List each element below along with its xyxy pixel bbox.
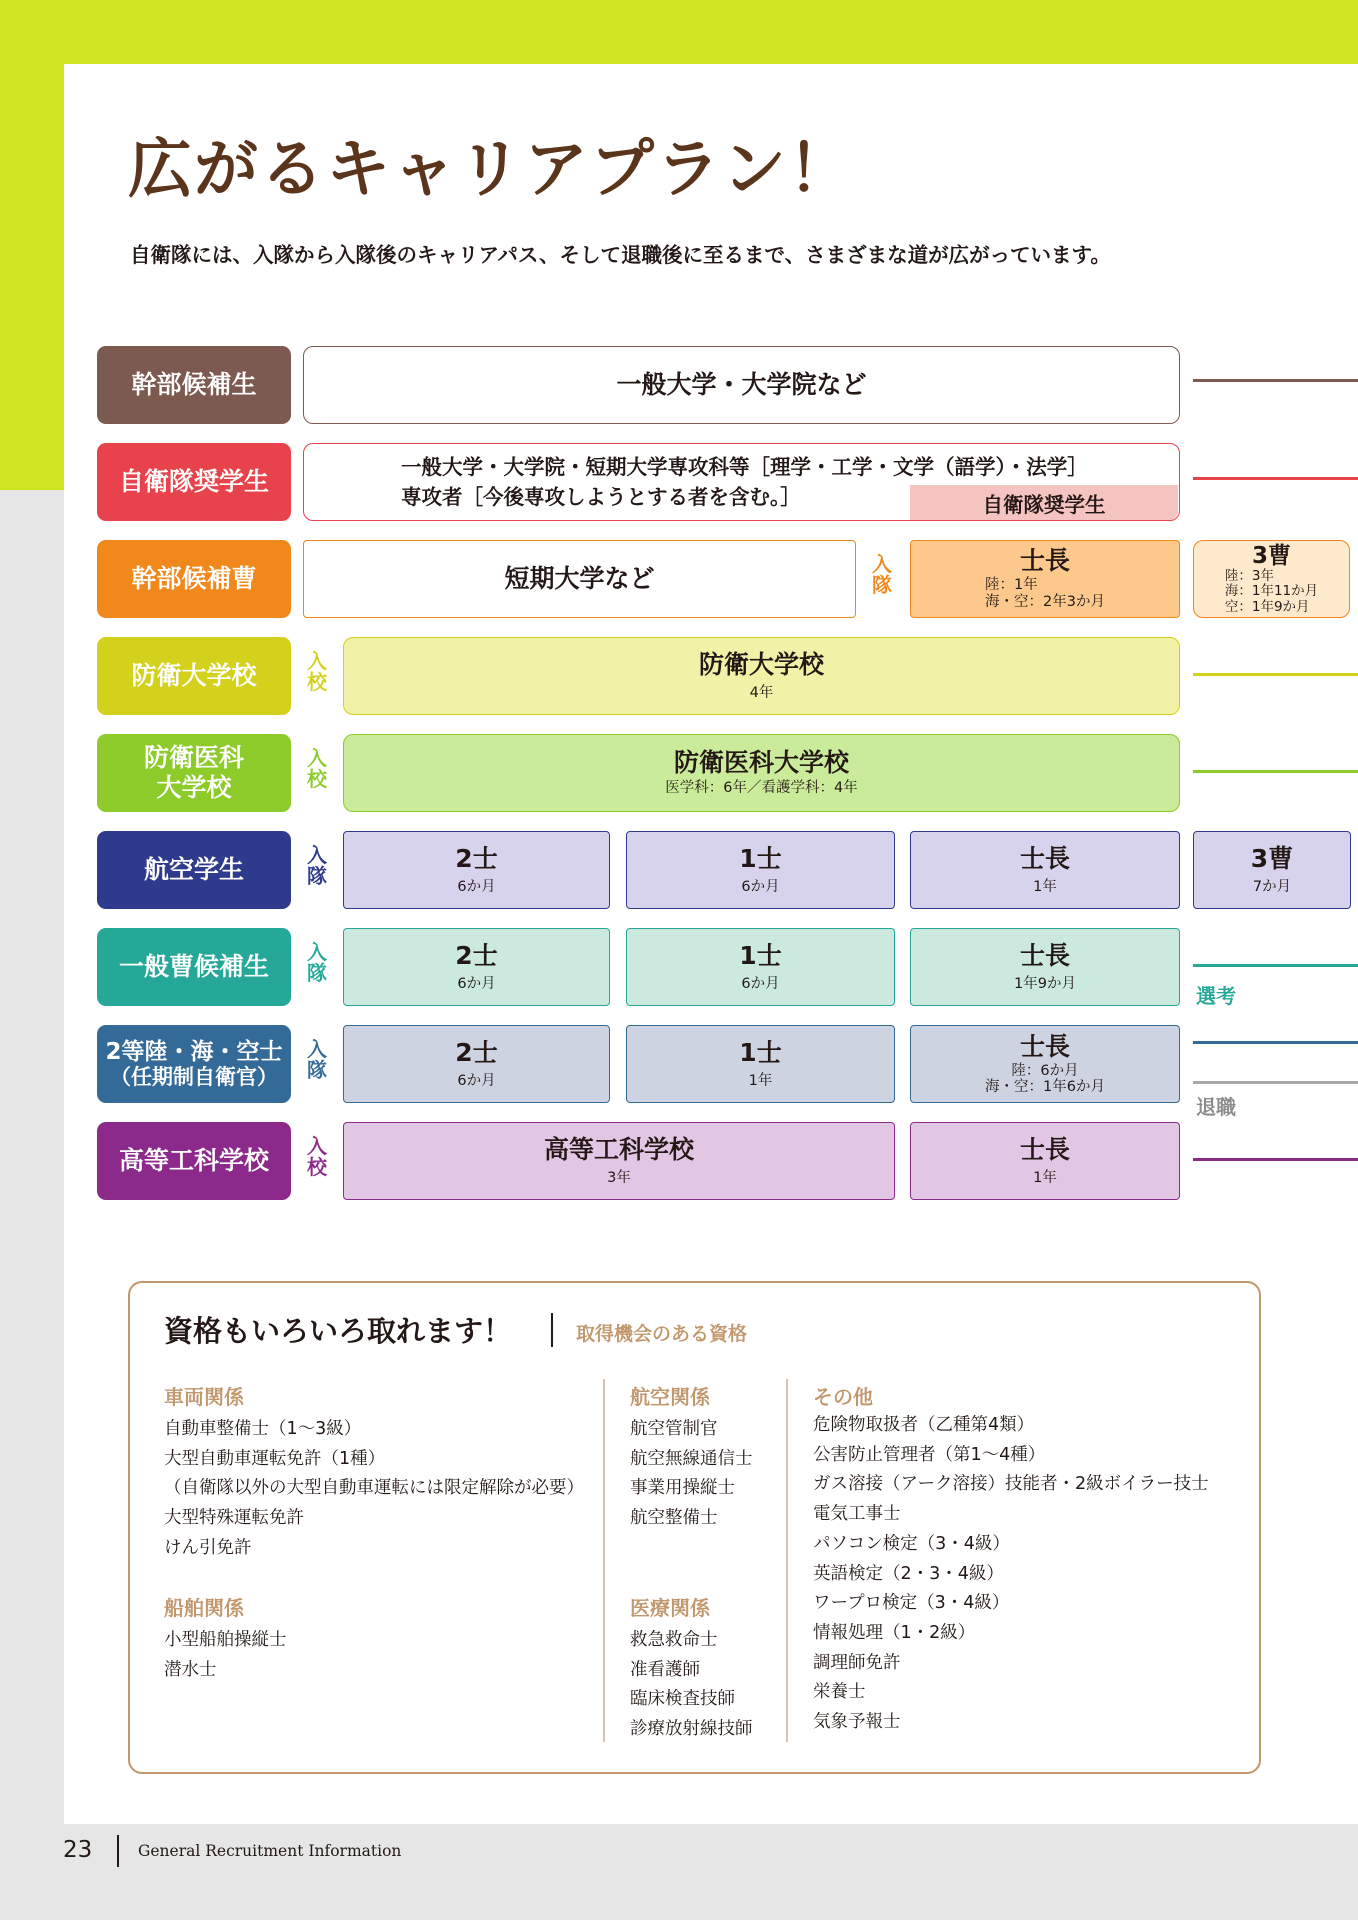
rank-name: 1士 (739, 1037, 782, 1067)
rank-duration: 1年 (748, 1072, 773, 1089)
rank-duration: 6か月 (457, 1072, 496, 1089)
row-label-officer-candidate: 幹部候補生 (97, 346, 291, 424)
category-heading: 医療関係 (630, 1596, 710, 1620)
rank-duration: 6か月 (741, 975, 780, 992)
continuation-line (1193, 1041, 1358, 1044)
rank-name: 1士 (739, 843, 782, 873)
rank-name: 士長 (1019, 1134, 1070, 1164)
rank-duration: 1年 (1033, 1169, 1057, 1186)
qualification-item: 危険物取扱者（乙種第4類） (813, 1415, 1035, 1435)
lime-top-band (0, 0, 1358, 64)
rank-name: 士長 (1019, 545, 1070, 575)
qualification-item: 小型船舶操縦士 (164, 1630, 287, 1650)
lime-side-band (0, 0, 64, 490)
qualifications-title: 資格もいろいろ取れます！ (164, 1314, 513, 1348)
rank-duration: 6か月 (741, 878, 780, 895)
school-name: 防衛医科大学校 (673, 748, 849, 778)
rank-duration-line: 海・空：1年6か月 (985, 1079, 1105, 1096)
rank-name: 3曹 (1251, 542, 1291, 569)
row-label-defense-academy: 防衛大学校 (97, 637, 291, 715)
rank-box-sergeant (1193, 831, 1351, 909)
continuation-line (1193, 673, 1358, 676)
path-box-defense-academy (343, 637, 1180, 715)
continuation-line (1193, 477, 1358, 480)
qualification-item: 准看護師 (630, 1659, 700, 1680)
retirement-line (1193, 1081, 1358, 1084)
qualification-item: 事業用操縦士 (630, 1478, 735, 1499)
school-duration: 3年 (607, 1169, 631, 1186)
rank-box-private-first-class (626, 1025, 895, 1103)
rank-duration: 1年 (1033, 878, 1057, 895)
rank-name: 2士 (455, 1037, 498, 1067)
qualification-item: 情報処理（1・2級） (813, 1622, 976, 1643)
column-divider (603, 1379, 605, 1742)
rank-name: 2士 (455, 843, 498, 873)
rank-box-private-first-class (626, 831, 895, 909)
row-label-general-nco-candidate: 一般曹候補生 (97, 928, 291, 1006)
path-box-scholarship (303, 443, 1180, 521)
title-divider (551, 1313, 553, 1347)
path-box-junior-college (303, 540, 856, 618)
category-aviation (630, 1381, 753, 1534)
rank-name: 3曹 (1250, 843, 1294, 873)
qualification-item: ワープロ検定（3・4級） (813, 1593, 1010, 1614)
path-box-label: 一般大学・大学院など (616, 369, 867, 399)
category-medical (630, 1592, 753, 1745)
rank-duration-line: 陸：6か月 (1011, 1063, 1079, 1080)
school-duration: 4年 (749, 684, 774, 701)
rank-box-lance-corporal (910, 1025, 1180, 1103)
continuation-line (1193, 770, 1358, 773)
school-name: 高等工科学校 (543, 1134, 694, 1164)
rank-box-private-first-class (626, 928, 895, 1006)
path-box-university (303, 346, 1180, 424)
qualification-item: ガス溶接（アーク溶接）技能者・2級ボイラー技士 (813, 1474, 1209, 1495)
qualification-item: 栄養士 (813, 1682, 866, 1703)
qualification-item: けん引免許 (164, 1537, 252, 1558)
qualification-item: 英語検定（2・3・4級） (813, 1563, 1004, 1584)
qualification-item: 大型自動車運転免許（1種） (164, 1448, 386, 1469)
rank-box-private (343, 831, 610, 909)
qualification-item: 航空無線通信士 (630, 1448, 753, 1469)
rank-duration-line: 海：1年11か月 (1224, 583, 1319, 600)
row-label-medical-college (97, 734, 291, 812)
selection-note: 選考 (1196, 984, 1236, 1008)
rank-duration (985, 1063, 1105, 1095)
row-label-line: 防衛医科 (143, 743, 244, 772)
rank-box-lance-corporal (910, 831, 1180, 909)
qualification-item: 航空管制官 (630, 1419, 718, 1439)
scholarship-majors-line2: 専攻者［今後専攻しようとする者を含む。］ (401, 485, 801, 509)
qualification-item: 調理師免許 (813, 1652, 901, 1673)
rank-duration-line: 空：1年9か月 (1224, 598, 1310, 615)
qualification-item: （自衛隊以外の大型自動車運転には限定解除が必要） (164, 1478, 584, 1499)
rank-box-lance-corporal (910, 1122, 1180, 1200)
category-heading: 航空関係 (630, 1385, 710, 1409)
rank-name: 士長 (1019, 1031, 1070, 1061)
row-label-aviation-student: 航空学生 (97, 831, 291, 909)
entry-marker: 入 隊 (307, 940, 327, 985)
footer-divider (117, 1835, 119, 1867)
qualifications-subtitle: 取得機会のある資格 (576, 1323, 748, 1345)
school-name: 防衛大学校 (698, 649, 824, 679)
school-duration: 医学科：6年／看護学科：4年 (665, 780, 858, 797)
category-vehicle (164, 1381, 584, 1564)
rank-name: 1士 (739, 940, 782, 970)
page-number: 23 (63, 1837, 93, 1863)
entry-marker: 入 隊 (307, 843, 327, 888)
qualification-item: 航空整備士 (630, 1508, 718, 1529)
scholarship-majors-line1: 一般大学・大学院・短期大学専攻科等［理学・工学・文学（語学）・法学］ (401, 455, 1088, 479)
qualification-item: 大型特殊運転免許 (164, 1508, 304, 1529)
publication-name: General Recruitment Information (138, 1842, 402, 1860)
qualification-item: 気象予報士 (813, 1712, 901, 1733)
row-label-technical-high-school: 高等工科学校 (97, 1122, 291, 1200)
entry-marker: 入 隊 (307, 1037, 327, 1082)
row-label-line: 大学校 (156, 773, 232, 802)
rank-box-private (343, 1025, 610, 1103)
entry-marker: 入 校 (307, 1134, 327, 1179)
row-label-nco-officer-candidate: 幹部候補曹 (97, 540, 291, 618)
intro-text: 自衛隊には、入隊から入隊後のキャリアパス、そして退職後に至るまで、さまざまな道が広がっています。 (130, 243, 1111, 267)
rank-duration: 6か月 (457, 878, 496, 895)
qualifications-panel (128, 1281, 1261, 1774)
entry-marker: 入 隊 (872, 552, 892, 597)
retirement-note: 退職 (1196, 1095, 1236, 1119)
rank-duration (1225, 569, 1318, 616)
path-box-medical-college (343, 734, 1180, 812)
category-heading: その他 (813, 1385, 873, 1409)
path-box-label: 短期大学など (504, 563, 655, 593)
category-heading: 車両関係 (164, 1385, 244, 1409)
rank-box-lance-corporal (910, 928, 1180, 1006)
qualification-item: 診療放射線技師 (630, 1719, 753, 1740)
rank-box-private (343, 928, 610, 1006)
rank-duration: 7か月 (1252, 878, 1292, 895)
path-box-technical-high-school (343, 1122, 895, 1200)
entry-marker: 入 校 (307, 746, 327, 791)
entry-marker: 入 校 (307, 649, 327, 694)
rank-duration-line: 陸：3年 (1224, 567, 1274, 584)
continuation-line (1193, 1158, 1358, 1161)
rank-name: 士長 (1019, 940, 1070, 970)
rank-box-sergeant (1193, 540, 1350, 618)
rank-box-lance-corporal (910, 540, 1180, 618)
row-label-fixed-term-personnel (97, 1025, 291, 1103)
scholarship-tag (910, 485, 1178, 520)
qualification-item: 臨床検査技師 (630, 1689, 735, 1710)
qualification-item: 救急救命士 (630, 1630, 718, 1650)
rank-duration-line: 陸：1年 (985, 577, 1038, 594)
row-label-scholarship: 自衛隊奨学生 (97, 443, 291, 521)
rank-name: 2士 (455, 940, 498, 970)
scholarship-tag-label: 自衛隊奨学生 (982, 492, 1106, 517)
category-vessel (164, 1592, 287, 1685)
column-divider (786, 1379, 788, 1742)
continuation-line (1193, 379, 1358, 382)
rank-duration (985, 577, 1105, 611)
page-title: 広がるキャリアプラン！ (128, 133, 854, 207)
category-heading: 船舶関係 (164, 1596, 244, 1620)
qualification-item: 潜水士 (164, 1659, 217, 1680)
rank-duration: 1年9か月 (1014, 975, 1076, 992)
qualification-item: 電気工事士 (813, 1504, 901, 1525)
category-other (813, 1381, 1209, 1738)
rank-duration-line: 海・空：2年3か月 (985, 594, 1105, 611)
qualification-item: 公害防止管理者（第1〜4種） (813, 1444, 1046, 1465)
row-label-line: （任期制自衛官） (110, 1065, 278, 1090)
continuation-line (1193, 964, 1358, 967)
qualification-item: パソコン検定（3・4級） (813, 1533, 1010, 1554)
row-label-line: 2等陸・海・空士 (105, 1038, 283, 1065)
qualification-item: 自動車整備士（1〜3級） (164, 1419, 362, 1439)
rank-name: 士長 (1019, 843, 1070, 873)
rank-duration: 6か月 (457, 975, 496, 992)
